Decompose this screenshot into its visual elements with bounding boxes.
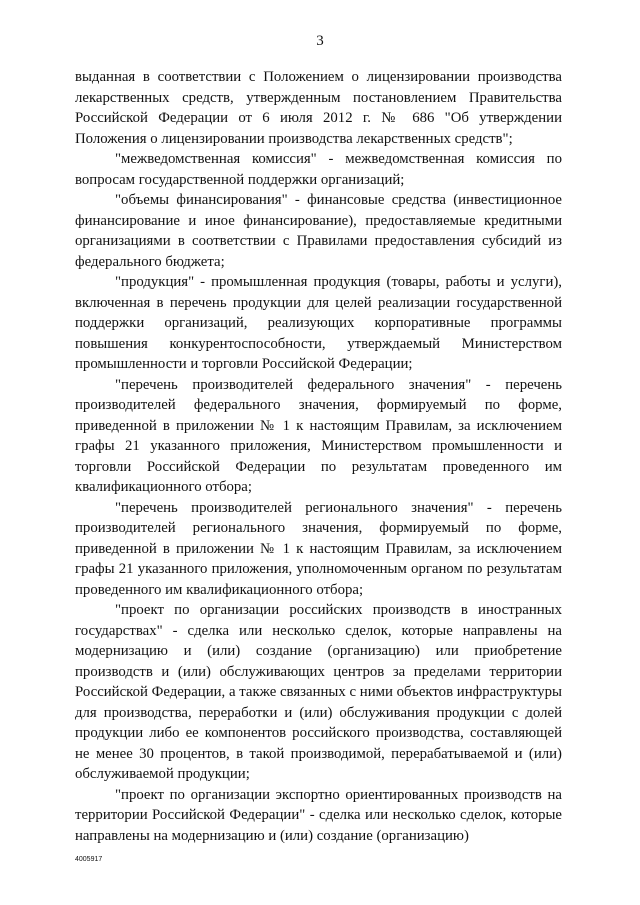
paragraph-licensing: выданная в соответствии с Положением о лицензировании производства лекарственных средств, утвержденным постановлением Правительства Российской Федерации от 6 июля 2012 г. № 686 "Об утверждении Положения о лицензировании производства лекарственных средств"; <box>75 69 562 147</box>
paragraph-products: "продукция" - промышленная продукция (товары, работы и услуги), включенная в перечень продукции для целей реализации государственной поддержки организаций, реализующих корпоративные программы повышения конкурентоспособности, утверждаемый Министерством промышленности и торговли Российской Федерации; <box>75 274 562 372</box>
paragraph-regional-producers-list: "перечень производителей регионального значения" - перечень производителей регионального значения, формируемый по форме, приведенной в приложении № 1 к настоящим Правилам, за исключением графы 21 указанного приложения, уполномоченным органом по результатам проведенного им квалификационного отбора; <box>75 499 562 598</box>
page-number: 3 <box>316 33 324 49</box>
paragraph-export-production-project: "проект по организации экспортно ориентированных производств на территории Российской Федерации" - сделка или несколько сделок, которые направлены на модернизацию и (или) создание (организацию) <box>75 786 562 844</box>
document-code: 4005917 <box>75 856 103 863</box>
paragraph-financing-volumes: "объемы финансирования" - финансовые средства (инвестиционное финансирование и иное финансирование), предоставляемые кредитными организациями в соответствии с Правилами предоставления субсидий из федерального бюджета; <box>75 192 562 270</box>
document-body <box>75 67 562 846</box>
paragraph-federal-producers-list: "перечень производителей федерального значения" - перечень производителей федерального значения, формируемый по форме, приведенной в приложении № 1 к настоящим Правилам, за исключением графы 21 указанного приложения, Министерством промышленности и торговли Российской Федерации по результатам проведенного им квалификационного отбора; <box>75 376 562 495</box>
paragraph-interagency-commission: "межведомственная комиссия" - межведомственная комиссия по вопросам государственной поддержки организаций; <box>75 151 562 188</box>
paragraph-foreign-production-project: "проект по организации российских производств в иностранных государствах" - сделка или несколько сделок, которые направлены на модернизацию и (или) создание (организацию) или приобретение производств и (или) обслуживающих центров за пределами территории Российской Федерации, а также связанных с ними объектов инфраструктуры для производства, переработки и (или) обслуживания продукции с долей продукции либо ее компонентов российского производства, составляющей не менее 30 процентов, в такой производимой, перерабатываемой и (или) обслуживаемой продукции; <box>75 602 562 782</box>
